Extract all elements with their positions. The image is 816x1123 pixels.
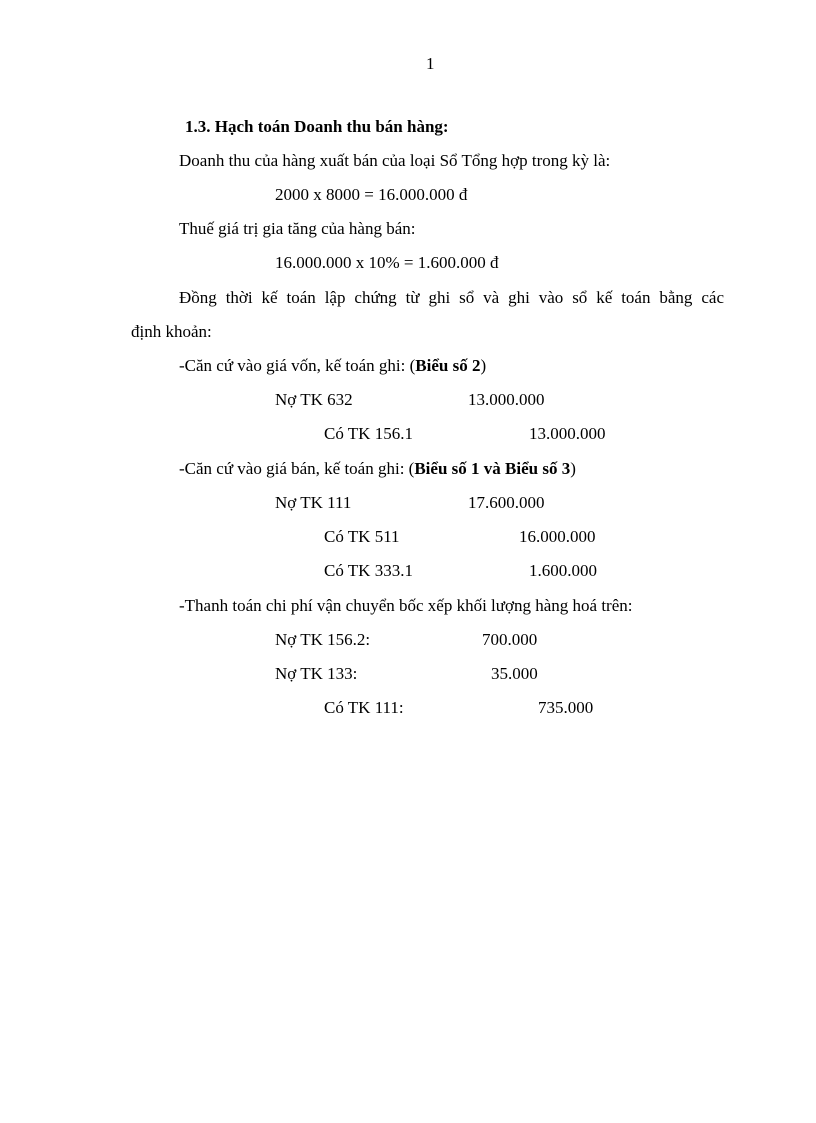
- cost-section-suffix: ): [480, 356, 487, 375]
- cost-section-title: [179, 356, 486, 376]
- journal-entry-label: Nợ TK 632: [275, 390, 353, 409]
- journal-entry-amount: 1.600.000: [529, 561, 597, 580]
- revenue-calculation: 2000 x 8000 = 16.000.000 đ: [275, 185, 468, 204]
- journal-entry-label: Có TK 333.1: [324, 561, 413, 580]
- journal-entry-amount: 13.000.000: [468, 390, 545, 409]
- journal-entry-label: Có TK 156.1: [324, 424, 413, 443]
- journal-entry-label: Có TK 511: [324, 527, 400, 546]
- cost-section-prefix: -Căn cứ vào giá vốn, kế toán ghi: (: [179, 356, 416, 375]
- sale-section-title: [179, 459, 576, 479]
- sale-section-suffix: ): [570, 459, 576, 478]
- paragraph-line-1: Đồng thời kế toán lập chứng từ ghi sổ và ghi vào sổ kế toán bằng các: [179, 288, 724, 307]
- transport-section-title: -Thanh toán chi phí vận chuyển bốc xếp khối lượng hàng hoá trên:: [179, 596, 633, 615]
- journal-entry-amount: 13.000.000: [529, 424, 606, 443]
- section-heading: 1.3. Hạch toán Doanh thu bán hàng:: [185, 117, 449, 136]
- journal-entry-amount: 35.000: [491, 664, 538, 683]
- journal-entry-label: Nợ TK 111: [275, 493, 352, 512]
- sale-section-reference: Biểu số 1 và Biểu số 3: [414, 459, 571, 478]
- journal-entry-label: Nợ TK 133:: [275, 664, 358, 683]
- revenue-intro: Doanh thu của hàng xuất bán của loại Sổ Tổng hợp trong kỳ là:: [179, 151, 611, 170]
- journal-entry-amount: 17.600.000: [468, 493, 545, 512]
- journal-entry-label: Nợ TK 156.2:: [275, 630, 371, 649]
- sale-section-prefix: -Căn cứ vào giá bán, kế toán ghi: (: [179, 459, 415, 478]
- cost-section-reference: Biểu số 2: [415, 356, 481, 375]
- paragraph-line-2: định khoản:: [131, 322, 212, 341]
- journal-entry-amount: 700.000: [482, 630, 538, 649]
- journal-entry-amount: 735.000: [538, 698, 594, 717]
- vat-calculation: 16.000.000 x 10% = 1.600.000 đ: [275, 253, 499, 272]
- journal-entry-label: Có TK 111:: [324, 698, 404, 717]
- page-number: 1: [426, 54, 435, 73]
- journal-entry-amount: 16.000.000: [519, 527, 596, 546]
- vat-intro: Thuế giá trị gia tăng của hàng bán:: [179, 219, 416, 238]
